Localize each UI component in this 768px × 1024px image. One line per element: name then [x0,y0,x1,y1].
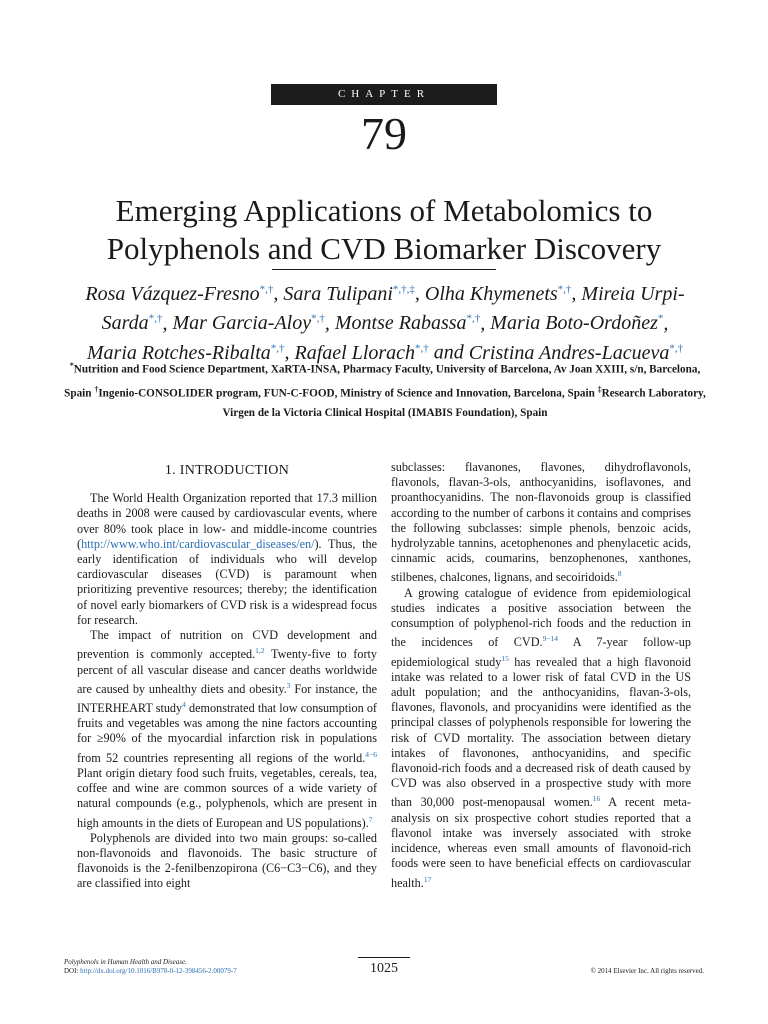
paragraph: subclasses: flavanones, flavones, dihydroflavonols, flavonols, flavan-3-ols, anthocyanidins, isoflavones, and proanthocyanidins. The non-flavonoids group is classified according to the number of carbons it contains and comprises the following subclasses: simple phenols, benzoic acids, hydrolyzable tannins, acetophenones and phenylacetic acids, cinnamic acids, coumarins, benzophenones, xanthones, stilbenes, chalcones, lignans, and secoiridoids.$^8$ [391,460,691,585]
citation[interactable]: 9−14 [542,634,559,644]
chapter-number: 79 [361,108,407,159]
affiliations: *Nutrition and Food Science Department, XaRTA-INSA, Pharmacy Faculty, University of Barcelona, Av Joan XXIII, s/n, Barcelona, Spain †Ingenio-CONSOLIDER program, FUN-C-FOOD, Ministry of Science and Innovation, Barcelona, Spain ‡Research Laboratory, Virgen de la Victoria Clinical Hospital (IMABIS Foundation), Spain [64,361,706,420]
citation[interactable]: 1,2 [255,646,265,656]
chapter-label: CHAPTER [271,84,497,105]
paragraph: The impact of nutrition on CVD development and prevention is commonly accepted.$^{1,2}$ Twenty-five to forty percent of all vascular disease and cancer deaths worldwide are caused by unhealthy diets and obesity.$^3$ For instance, the INTERHEART study$^4$ demonstrated that low consumption of fruits and vegetables was among the nine factors accounting for ≥90% of the myocardial infarction risk in populations from 52 countries representing all regions of the world.$^{4-6}$ Plant origin dietary food such fruits, vegetables, cereals, tea, coffee and wine are common sources of a wide variety of natural compounds (e.g., polyphenols, which are present in high amounts in the diets of European and US populations).$^7$ [77,628,377,830]
author: Olha Khymenets*,† [424,282,572,305]
paragraph: The World Health Organization reported that 17.3 million deaths in 2008 were caused by cardiovascular events, where over 80% took place in low- and middle-income countries (http://www.who.int/cardiovascular_diseases/en/). Thus, the early identification of individuals who will develop cardiovascular diseases (CVD) is paramount when prioritizing preventive resources; thereby; the identification of novel early biomarkers of CVD risk is a widespread focus for research. [77,491,377,627]
chapter-title [40,192,728,268]
author: Rafael Llorach*,† [294,341,429,364]
section-heading: 1. INTRODUCTION [164,463,290,478]
citation[interactable]: 15 [501,653,509,663]
doi-link[interactable]: http://dx.doi.org/10.1016/B978-0-12-398456-2.00079-7 [80,967,237,975]
citation[interactable]: 4−6 [365,749,377,759]
title-line-1: Emerging Applications of Metabolomics to [115,193,653,228]
citation[interactable]: 4 [182,699,186,709]
text-column-right [391,460,691,891]
author: Rosa Vázquez-Fresno*,† [85,282,274,305]
text-column-left [77,460,377,892]
affiliation-3: Research Laboratory, Virgen de la Victoria Clinical Hospital (IMABIS Foundation), Spain [222,387,706,420]
footer-source [64,958,344,976]
citation[interactable]: 3 [286,680,291,690]
affiliation-1: Nutrition and Food Science Department, XaRTA-INSA, Pharmacy Faculty, University of Barcelona, Av Joan XXIII, s/n, Barcelona, Spain [64,363,701,400]
who-link[interactable]: http://www.who.int/cardiovascular_diseases/en/ [81,536,315,551]
author: Maria Rotches-Ribalta*,† [86,341,285,364]
author: Mireia Urpi-Sarda*,† [101,282,685,335]
title-line-2: Polyphenols and CVD Biomarker Discovery [106,231,662,266]
author: Maria Boto-Ordoñez* [490,312,664,335]
paragraph: A growing catalogue of evidence from epidemiological studies indicates a positive association between the consumption of polyphenol-rich foods and the reduction in the incidences of CVD.$^{9-14}$ A 7-year follow-up epidemiological study$^{15}$ has revealed that a high flavonoid intake was related to a lower risk of fatal CVD in the US adult population; and the anthocyanidins, flavan-3-ols, flavones, flavonols, and procyanidins were identified as the principal classes of polyphenols responsible for lowering the risk of CVD mortality. The association between dietary intakes of flavonones, anthocyanidins, and specific flavonoid-rich foods and a decreased risk of death caused by CVD was also observed in a prospective study with more than 30,000 post-menopausal women.$^{16}$ A recent meta-analysis on six prospective cohort studies reported that a flavonol intake was inversely associated with stroke incidence, whereas even small amounts of flavonoid-rich foods were seen to have beneficial effects on cardiovascular health.$^{17}$ [391,585,692,890]
author-list: Rosa Vázquez-Fresno*,†, Sara Tulipani*,†,‡, Olha Khymenets*,†, Mireia Urpi-Sarda*,†, Mar Garcia-Aloy*,†, Montse Rabassa*,†, Maria Boto-Ordoñez*, Maria Rotches-Ribalta*,†, Rafael Llorach*,† and Cristina Andres-Lacueva*,† [85,282,685,364]
citation[interactable]: 7 [368,814,373,824]
book-title: Polyphenols in Human Health and Disease. [64,958,187,966]
citation[interactable]: 8 [617,569,622,579]
citation[interactable]: 16 [592,794,601,804]
title-divider [272,269,496,270]
footer-divider [358,957,410,958]
author: Mar Garcia-Aloy*,† [172,312,325,335]
paragraph: Polyphenols are divided into two main groups: so-called non-flavonoids and flavonoids. The basic structure of flavonoids is the 2-fenilbenzopirona (C6−C3−C6), and they are classified into eight [77,830,377,891]
copyright: © 2014 Elsevier Inc. All rights reserved. [590,967,704,975]
author: Montse Rabassa*,† [334,312,481,335]
page-number: 1025 [370,961,398,976]
citation[interactable]: 17 [423,874,432,884]
affiliation-2: Ingenio-CONSOLIDER program, FUN-C-FOOD, Ministry of Science and Innovation, Barcelona, Spain [98,387,595,400]
doi-line: DOI: http://dx.doi.org/10.1016/B978-0-12-398456-2.00079-7 [64,967,237,975]
author: Sara Tulipani*,†,‡ [283,282,415,305]
authors-conjunction: and [433,341,464,364]
author: Cristina Andres-Lacueva*,† [468,341,684,364]
